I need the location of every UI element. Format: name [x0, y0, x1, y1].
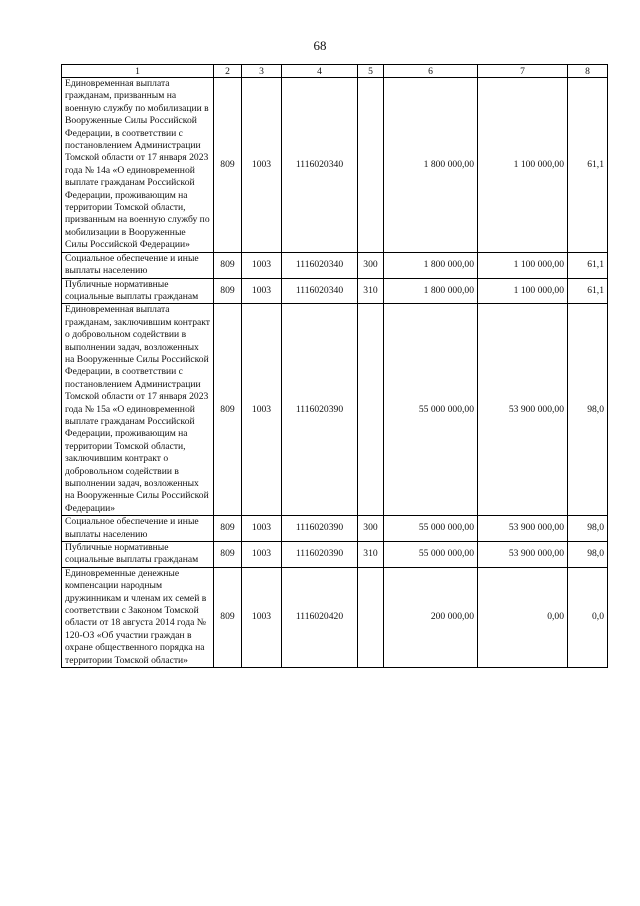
plan-amount-cell: 1 800 000,00 [384, 78, 478, 253]
row-name-cell: Публичные нормативные социальные выплаты гражданам [62, 542, 214, 568]
target-article-cell: 1116020420 [282, 567, 358, 667]
page-number: 68 [313, 38, 327, 53]
expense-type-cell [358, 304, 384, 516]
actual-amount-cell: 53 900 000,00 [478, 516, 568, 542]
expense-type-cell: 300 [358, 516, 384, 542]
actual-amount-cell: 1 100 000,00 [478, 278, 568, 304]
ministry-code-cell: 809 [214, 304, 242, 516]
plan-amount-cell: 55 000 000,00 [384, 542, 478, 568]
expense-type-cell: 310 [358, 278, 384, 304]
actual-amount-cell: 53 900 000,00 [478, 542, 568, 568]
row-name-cell: Единовременные денежные компенсации народным дружинникам и членам их семей в соответствии с Законом Томской области от 18 августа 2014 года № 120-ОЗ «Об участии граждан в охране общественного порядка на территории Томской области» [62, 567, 214, 667]
plan-amount-cell: 200 000,00 [384, 567, 478, 667]
ministry-code-cell: 809 [214, 278, 242, 304]
table-row [62, 542, 608, 568]
percent-cell: 98,0 [568, 542, 608, 568]
header-cell: 8 [568, 65, 608, 78]
plan-amount-cell: 55 000 000,00 [384, 304, 478, 516]
header-cell: 7 [478, 65, 568, 78]
row-name-cell: Единовременная выплата гражданам, заключившим контракт о добровольном содействии в выполнении задач, возложенных на Вооруженные Силы Российской Федерации, в соответствии с постановлением Администрации Томской области от 17 января 2023 года № 15а «О единовременной выплате гражданам Российской Федерации, проживающим на территории Томской области, заключившим контракт о добровольном содействии в выполнении задач, возложенных на Вооруженные Силы Российской Федерации» [62, 304, 214, 516]
section-code-cell: 1003 [242, 278, 282, 304]
table-row [62, 278, 608, 304]
expense-type-cell: 310 [358, 542, 384, 568]
header-cell: 5 [358, 65, 384, 78]
header-cell: 3 [242, 65, 282, 78]
header-cell: 4 [282, 65, 358, 78]
ministry-code-cell: 809 [214, 252, 242, 278]
percent-cell: 61,1 [568, 278, 608, 304]
table-row [62, 304, 608, 516]
target-article-cell: 1116020390 [282, 516, 358, 542]
row-name-cell: Социальное обеспечение и иные выплаты населению [62, 252, 214, 278]
percent-cell: 98,0 [568, 516, 608, 542]
section-code-cell: 1003 [242, 304, 282, 516]
section-code-cell: 1003 [242, 78, 282, 253]
actual-amount-cell: 53 900 000,00 [478, 304, 568, 516]
section-code-cell: 1003 [242, 516, 282, 542]
target-article-cell: 1116020390 [282, 542, 358, 568]
row-name-cell: Публичные нормативные социальные выплаты гражданам [62, 278, 214, 304]
plan-amount-cell: 1 800 000,00 [384, 252, 478, 278]
table-row [62, 516, 608, 542]
header-cell: 6 [384, 65, 478, 78]
section-code-cell: 1003 [242, 567, 282, 667]
expense-type-cell [358, 78, 384, 253]
expense-type-cell: 300 [358, 252, 384, 278]
percent-cell: 61,1 [568, 78, 608, 253]
expense-type-cell [358, 567, 384, 667]
budget-table [61, 64, 608, 668]
ministry-code-cell: 809 [214, 542, 242, 568]
target-article-cell: 1116020340 [282, 78, 358, 253]
table-row [62, 252, 608, 278]
header-cell: 2 [214, 65, 242, 78]
section-code-cell: 1003 [242, 252, 282, 278]
percent-cell: 61,1 [568, 252, 608, 278]
ministry-code-cell: 809 [214, 78, 242, 253]
section-code-cell: 1003 [242, 542, 282, 568]
table-row [62, 78, 608, 253]
plan-amount-cell: 1 800 000,00 [384, 278, 478, 304]
target-article-cell: 1116020390 [282, 304, 358, 516]
table-row [62, 567, 608, 667]
table-header-row [62, 65, 608, 78]
actual-amount-cell: 1 100 000,00 [478, 78, 568, 253]
actual-amount-cell: 0,00 [478, 567, 568, 667]
ministry-code-cell: 809 [214, 516, 242, 542]
plan-amount-cell: 55 000 000,00 [384, 516, 478, 542]
percent-cell: 98,0 [568, 304, 608, 516]
header-cell: 1 [62, 65, 214, 78]
percent-cell: 0,0 [568, 567, 608, 667]
target-article-cell: 1116020340 [282, 252, 358, 278]
target-article-cell: 1116020340 [282, 278, 358, 304]
ministry-code-cell: 809 [214, 567, 242, 667]
actual-amount-cell: 1 100 000,00 [478, 252, 568, 278]
row-name-cell: Единовременная выплата гражданам, призванным на военную службу по мобилизации в Вооруженные Силы Российской Федерации, в соответствии с постановлением Администрации Томской области от 17 января 2023 года № 14а «О единовременной выплате гражданам Российской Федерации, проживающим на территории Томской области, призванным на военную службу по мобилизации в Вооруженные Силы Российской Федерации» [62, 78, 214, 253]
row-name-cell: Социальное обеспечение и иные выплаты населению [62, 516, 214, 542]
